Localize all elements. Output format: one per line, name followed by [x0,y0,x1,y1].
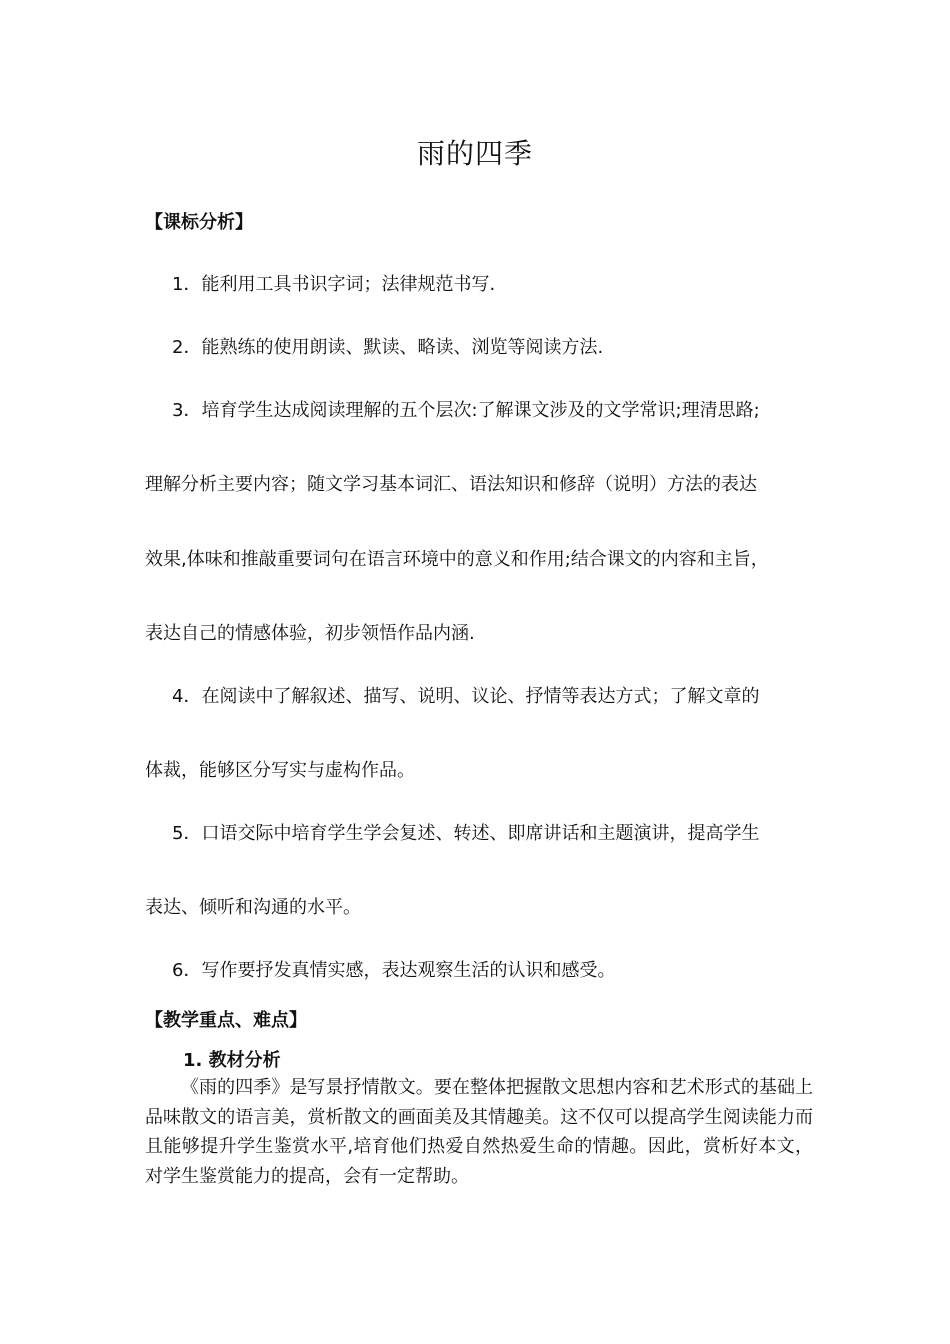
subheading-textbook-analysis: 1. 教材分析 [183,1050,281,1071]
curriculum-item-5-line-2: 表达、倾听和沟通的水平。 [145,897,361,918]
curriculum-item-3: 3．培育学生达成阅读理解的五个层次:了解课文涉及的文学常识;理清思路; [172,400,760,421]
curriculum-item-5: 5．口语交际中培育学生学会复述、转述、即席讲话和主题演讲，提高学生 [172,823,760,844]
curriculum-item-3-line-3: 效果,体味和推敲重要词句在语言环境中的意义和作用;结合课文的内容和主旨， [145,549,769,570]
curriculum-item-1: 1．能利用工具书识字词；法律规范书写. [172,274,496,295]
curriculum-item-3-line-4: 表达自己的情感体验，初步领悟作品内涵. [145,623,475,644]
section-heading-key-points: 【教学重点、难点】 [145,1010,307,1031]
curriculum-item-4: 4．在阅读中了解叙述、描写、说明、议论、抒情等表达方式；了解文章的 [172,686,760,707]
document-title: 雨的四季 [416,137,533,170]
curriculum-item-2: 2．能熟练的使用朗读、默读、略读、浏览等阅读方法. [172,337,604,358]
textbook-analysis-paragraph: 《雨的四季》是写景抒情散文。要在整体把握散文思想内容和艺术形式的基础上品味散文的语言美，赏析散文的画面美及其情趣美。这不仅可以提高学生阅读能力而且能够提升学生鉴赏水平,培育他们热爱自然热爱生命的情趣。因此，赏析好本文，对学生鉴赏能力的提高，会有一定帮助。 [145,1077,813,1187]
section-heading-curriculum-analysis: 【课标分析】 [145,212,253,233]
curriculum-item-4-line-2: 体裁，能够区分写实与虚构作品。 [145,760,415,781]
curriculum-item-6: 6．写作要抒发真情实感，表达观察生活的认识和感受。 [172,960,616,981]
curriculum-item-3-line-2: 理解分析主要内容；随文学习基本词汇、语法知识和修辞（说明）方法的表达 [145,474,757,495]
